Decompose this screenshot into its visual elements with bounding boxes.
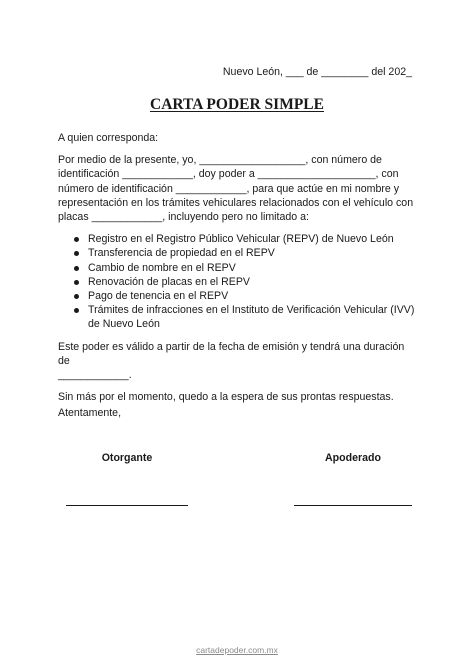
validity-paragraph: Este poder es válido a partir de la fecha de emisión y tendrá una duración de ____________. [58, 340, 405, 382]
date-line: Nuevo León, ___ de ________ del 202_ [222, 66, 412, 78]
regards: Atentamente, [58, 407, 122, 419]
list-item-text: Pago de tenencia en el REPV [88, 290, 229, 303]
greeting: A quien corresponda: [58, 132, 159, 144]
list-item [72, 275, 418, 289]
list-item [72, 261, 418, 275]
procedures-list [58, 232, 418, 331]
list-item-text: Renovación de placas en el REPV [88, 275, 250, 288]
list-item-text: Registro en el Registro Público Vehicular (REPV) de Nuevo León [88, 233, 394, 246]
document-title: CARTA PODER SIMPLE [150, 96, 324, 113]
bullet-icon [74, 266, 79, 271]
bullet-icon [74, 251, 79, 256]
list-item [72, 246, 418, 260]
attorney-label: Apoderado [325, 452, 381, 464]
list-item [72, 232, 418, 246]
attorney-signature-line [294, 505, 412, 506]
list-item-text: Trámites de infracciones en el Instituto de Verificación Vehicular (IVV) de Nuevo León [88, 304, 415, 331]
bullet-icon [74, 280, 79, 285]
list-item-text: Transferencia de propiedad en el REPV [88, 247, 275, 260]
list-item [72, 289, 418, 303]
bullet-icon [74, 237, 79, 242]
list-item-text: Cambio de nombre en el REPV [88, 261, 236, 274]
list-item [72, 303, 418, 331]
footer-source-link[interactable]: cartadepoder.com.mx [196, 645, 278, 655]
grantor-label: Otorgante [101, 452, 153, 464]
document-body [58, 131, 418, 404]
main-paragraph: Por medio de la presente, yo, __________________, con número de identificación ____________, doy poder a ____________________, con número de identificación ____________, para que actúe en mi nombre y representación en los trámites vehiculares relacionados con el vehículo con placas ____________, incluyendo pero no limitado a: [58, 154, 414, 224]
bullet-icon [74, 294, 79, 299]
closing-paragraph: Sin más por el momento, quedo a la espera de sus prontas respuestas. [58, 391, 394, 404]
grantor-signature-line [66, 505, 188, 506]
bullet-icon [74, 308, 79, 313]
